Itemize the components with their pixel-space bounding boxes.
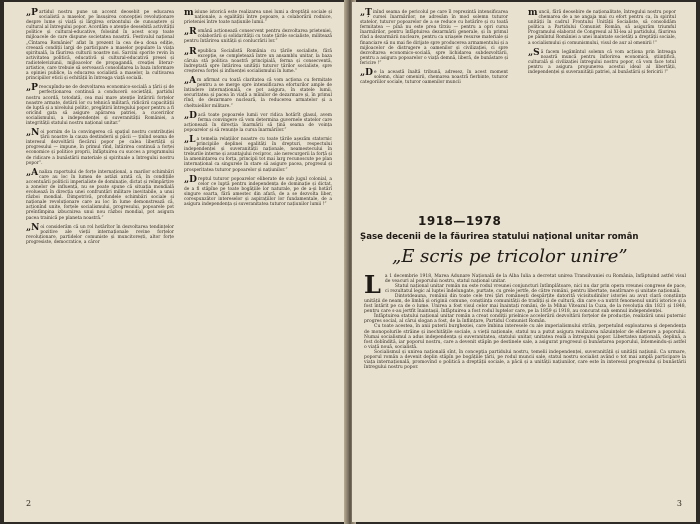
quote-paragraph: „Să facem legămîntul solemn că vom acționa prin întreaga noastră muncă pentru înflorirea economică, științifică, culturală și civilizației întregului nostru popor, că vom face totul pentru a asigura propunerea acestui ideal al libertății, independenței și suveranității patriei, al bunăstării și fericirii !” [528,47,676,76]
left-page [4,2,348,522]
article-paragraph-text: Cu toate acestea, în anii puterii burgheziei, care îmbina interesele cu ale imperialismului străin, perpetuînd exploatarea și dependența de monopolurile străine și inechitățile sociale, a vieții naționale, statul nu a putut asigura realizarea năzuințelor de eliberare a poporului. Numai socialismul a adus independența și suveranitatea, statului unitar, unitatea reală a întregului popor. Libertatea națională, deplină, a fost dobîndită, iar poporul nostru, care a devenit stăpîn pe destinele sale, a asigurat progresul și bunăstarea poporului, întemeindu-și astfel o viață nouă, socialistă. [364,324,686,350]
left-column-1 [26,10,174,249]
right-column-1 [360,10,508,89]
article-dropcap: L [364,270,381,299]
article-paragraph-text: Înfăptuirea statului național unitar român a creat condiții prielnice accelerării dezvoltării forțelor de producție, realizării unui puternic progres social, al cărui slogan a fost, de la înființare, Partidul Comunist Român. [364,314,686,325]
article-paragraph-text: Dintotdeauna, românii din toate cele trei țări românești despărțite datorită vicisitudinilor istoriei au avut clară conștiința unității de neam, de limbă și originii comune, conștiința comunității de tradiții și de cultură, din care s-a nutrit fenomenul unirii istorice și a fost întărit pe ca de o lume. Unirea a fost visul celor mai înaintați români, de la Mihai Viteazul la Cuza, de la revoluția din 1821 și 1848, pentru care s-au jertfit înaintașii, înfăptuirea a fost rodul luptelor care, pe la 1859 și 1918, au concurat sub semnul independenței. [364,294,686,315]
article-title-quote: „E scris pe tricolor unire” [392,246,628,267]
article-body [364,270,686,370]
right-column-2 [528,10,676,79]
left-column-2 [184,10,332,211]
article-paragraph [364,350,686,370]
article-paragraph [364,294,686,314]
quote-paragraph: misiune istorică este realizarea unei lumi a dreptății sociale și naționale, a egalității între popoare, a colaborării rodnice, prieteniei între toate națiunile lumii.” [184,8,332,26]
quote-paragraph: „Am afirmat cu toată claritatea că vom acționa cu fermitate pentru a se merge spre intensificarea eforturilor ample de întindere internațională, ce pot asigura, în statele lumii, securitatea și pacea în viață a mîinilor de dezarmare și, în primul rînd, de dezarmare nucleară, la reducerea armatelor și a cheltuielilor militare.” [184,76,332,109]
quote-paragraph: „Noi considerăm că un rol hotărîtor în dezvoltarea tendințelor pozitive ale vieții internaționale revine forțelor revoluționare, partidelor comuniste și muncitorești, altor forțe progresiste, democratice, a căror [26,222,174,245]
quote-paragraph: „De la această înaltă tribună, adresez, în acest moment solemn, chiar omenirii, chemarea noastră fierbinte, tuturor categoriilor sociale, tuturor oamenilor muncii [360,68,508,86]
article-paragraph-text: Statul național unitar român nu este rodul vreunei conjuncturi întîmplătoare, nici nu dar prin opera vreunei congrese de pace, ci rezultatul legic al luptei îndelungate, purtate, cu grele jertfe, de către români, pentru libertate, neatîrnare și unitate națională. [384,284,686,295]
article-paragraph-text: a 1 decembrie 1918, Marea Adunare Națională de la Alba Iulia a decretat unirea Transilvaniei cu România, înfăptuind astfel visul de veacuri al poporului nostru, statul național unitar. [384,274,686,285]
quote-paragraph: „Republica Socialistă România cu țările socialiste, fără excepție, se completează între un ansamblu unitar, la baza căruia stă politica noastră principială, ferma și consecventă, îndreptată spre întărirea unității tuturor țărilor socialiste, spre creșterea forței și influenței socialismului în lume.” [184,46,332,74]
article-paragraph-text: Socialismul și unirea națională sînt, în concepția partidului nostru, temelii independenței, suveranității și unității națiunii. Ca urmare, poporul român a devenit deplin stăpîn pe bogățiile țării, pe rodul muncii sale, statul nostru socialist având o tot mai amplă participare la viața internațională, promovînd o politică a dreptății sociale, a păcii și a unității națiunilor, care este în interesul progresului și bunăstării întregului nostru popor. [364,349,686,370]
article-paragraph [364,284,686,294]
quote-paragraph: „Noi pornim de la convingerea că spațiul nostru contribuției țării noastre la cauza destinderii și păcii — ținînd seama de interesul dezvoltării fiecărui popor pe calea libertății și progresului — impune, în primul rînd, întărirea continuă a forței economice și politice proprii, înfăptuirea cu succes a programului de ridicare a bunăstării materiale și spirituale a întregului nostru popor”. [26,128,174,166]
quote-paragraph: „Ținînd seama de pericolul pe care îl reprezintă intensificarea cursei înarmărilor, ne adresăm în mod solemn tuturor statelor, tuturor popoarelor de a se reduce cu hotărîre și cu toată fermitatea — pînă nu este prea tîrziu — pentru a opri cursa înarmărilor, pentru înfăptuirea dezarmării generale, și în primul rînd a dezarmării nucleare, pentru ca uriașele resurse materiale și financiare să nu mai fie dirijate spre producerea armamentului și a mijloacelor de distrugere a oamenilor și civilizației, ci spre dezvoltarea economico-socială, spre lichidarea subdezvoltării, pentru a asigura popoarelor o viață demnă, liberă, de bunăstare și fericire !” [360,8,508,66]
quote-paragraph: muncii, fără deosebire de naționalitate, întregului nostru popor chemarea de a ne angaja mai cu efort pentru ca, în spiritul unității în cadrul Frontului Unității Socialiste, să consolidăm politica a Partidului Comunist Român, să asigurăm triumful Programului elaborat de Congresul al XI-lea al partidului, făurirea pe pămîntul României a unei înaintate societăți a dreptății sociale, a socialismului și comunismului, visul de aur al omenirii !” [528,8,676,46]
quote-paragraph: „Preocupîndu-ne de dezvoltarea economico-socială a țării și de perfecționarea continuă a conducerii societății, partidul nostru acordă, totodată, cea mai mare atenție întăririi forțelor noastre armate, dotării lor cu tehnică militară, ridicării capacității de luptă și a nivelului politic, pregătirii întregului popor pentru a fi oricînd gata să asigure apărarea patriei, a cuceririlor socialismului, a independenței și suveranității României, a integrității statului nostru național unitar.” [26,83,174,126]
quote-paragraph: „Dacă toate popoarele lumii vor ridica hotărît glasul, avem ferma convingere că vom determina guvernele statelor care acționează în direcția înarmării să țină seama de voința popoarelor și să renunțe la cursa înarmărilor.” [184,110,332,133]
page-number-right: 3 [676,499,682,508]
article-subtitle: Șase decenii de la făurirea statului național unitar român [360,232,639,242]
article-paragraph [364,314,686,324]
quote-paragraph: „Partidul nostru pune un accent deosebit pe educarea socialistă a maselor, pe însușirea concepției revoluționare despre lume și viață și lărgirea orizontului de cunoaștere și cultural al întregului popor. Acordăm o atenție deosebită activității politice și cultural-educative, folosind în acest scop toate mijloacele de care dispune societatea noastră. Festivalul național „Cîntarea României” aflat în prezent la cea de-a doua ediție, creează condiții largi de participare a maselor populare la viața spirituală, la făurirea culturii noastre noi. Sarcini sporite revin în activitatea politică, educativă și cultural-educativă presei și radioteleviziunii, mijloacelor de propagandă, creației literar-artistice, care trebuie să servească consolidarea la baza informare a opiniei publice, la educarea socialistă a maselor, la cultivarea principiilor eticii și echității în întreaga viață socială. [26,8,174,82]
quote-paragraph: „Română acționează consecvent pentru dezvoltarea prieteniei, colaborării și solidarității cu toate țările socialiste, militează pentru întărirea unității și conlucrării lor.” [184,27,332,45]
right-page [352,2,696,522]
article-years: 1918—1978 [418,214,502,228]
page-number-left: 2 [26,499,32,508]
article-paragraph [364,324,686,349]
quote-paragraph: „La temelia relațiilor noastre cu toate țările așezăm statornic principiile deplinei egalități în drepturi, respectului independenței și suveranității naționale, neamestecului în treburile interne și avantajului reciproc, ale nerecurgerii la forță și la amenințarea cu forța, principii tot mai larg recunoscute pe plan internațional ca singurele în stare să asigure pacea, progresul și prosperitatea tuturor popoarelor și națiunilor.” [184,134,332,173]
quote-paragraph: „Analiza raportului de forțe internațional, a marilor schimbări care au loc în lumea de astăzi arată că, în condițiile accentuării politicii imperialiste de dominație, dictat și reîmpărțire a zonelor de influență, nu se poate spune că situația mondială evoluează în direcția unei confruntări militare inevitabile, a unui război mondial. Dimpotrivă, profundele schimbări sociale și naționale revoluționare care au loc în lume demonstrează că, acționînd unite, forțele socialismului, progresului, popoarele pot preîntîmpina izbucnirea unui nou război mondial, pot asigura pacea trainică pe planeta noastră.” [26,167,174,221]
quote-paragraph: „Dreptul tuturor popoarelor eliberate de sub jugul colonial, a celor ce luptă pentru independența de dominație și dictat, de a fi stăpîne pe toate bogățiile lor naturale, pe de a-și hotărî singure soarta, fără amestec din afară, de a se dezvolta liber, corespunzător intereselor și aspirațiilor lor fundamentale, de a asigura independența și suveranitatea tuturor națiunilor lumii !” [184,174,332,208]
